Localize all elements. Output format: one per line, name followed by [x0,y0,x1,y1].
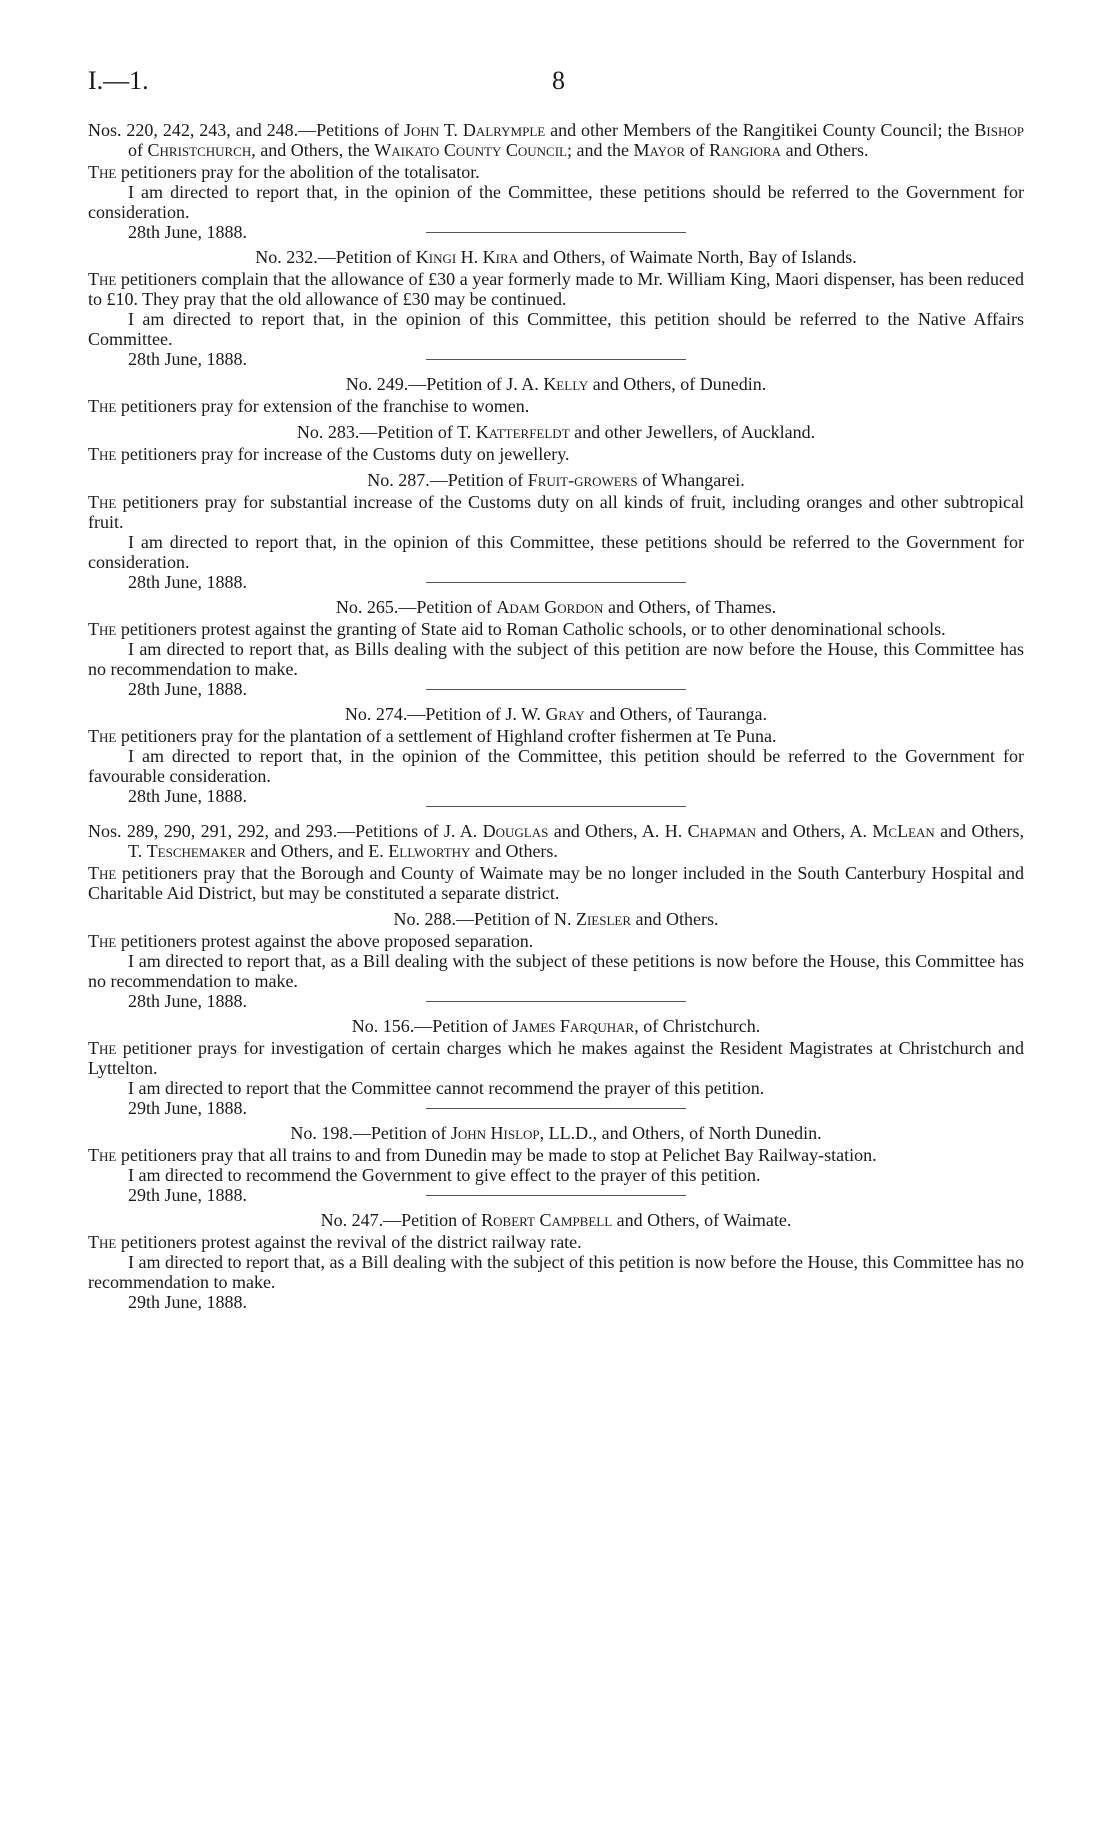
report-date: 29th June, 1888. [128,1098,247,1118]
petition-heading: No. 198.—Petition of John Hislop, LL.D., and Others, of North Dunedin. [290,1123,822,1143]
petition-prayer: The petitioners pray for extension of the franchise to women. [88,396,530,416]
committee-report: I am directed to report that, in the opinion of the Committee, these petitions should be referred to the Government for consideration. [88,182,1024,222]
section-divider [426,582,686,583]
petition-heading: No. 265.—Petition of Adam Gordon and Others, of Thames. [335,597,777,617]
petition-prayer: The petitioner prays for investigation of certain charges which he makes against the Resident Magistrates at Christchurch and Lyttelton. [88,1038,1024,1078]
petition-prayer: The petitioners protest against the above proposed separation. [88,931,534,951]
document-reference: I.—1. [88,66,149,95]
petition-prayer: The petitioners protest against the revival of the district railway rate. [88,1232,582,1252]
petition-heading: Nos. 289, 290, 291, 292, and 293.—Petitions of J. A. Douglas and Others, A. H. Chapman and Others, A. McLean and Others, T. Teschemaker and Others, and E. Ellworthy and Others. [88,821,1024,861]
petition-heading: No. 274.—Petition of J. W. Gray and Others, of Tauranga. [344,704,768,724]
report-date: 29th June, 1888. [128,1292,247,1312]
report-date: 28th June, 1888. [128,349,247,369]
committee-report: I am directed to report that, in the opinion of this Committee, these petitions should be referred to the Government for consideration. [88,532,1024,572]
section-divider [426,359,686,360]
petition-block [88,909,1024,1011]
petition-block [88,247,1024,369]
committee-report: I am directed to report that, as Bills dealing with the subject of this petition are now before the House, this Committee has no recommendation to make. [88,639,1024,679]
page-number: 8 [552,66,565,95]
petition-prayer: The petitioners pray for increase of the Customs duty on jewellery. [88,444,570,464]
report-date: 28th June, 1888. [128,222,247,242]
petition-block [88,597,1024,699]
petition-block [88,374,1024,416]
petition-heading: No. 249.—Petition of J. A. Kelly and Others, of Dunedin. [345,374,767,394]
petition-block [88,120,1024,242]
petition-prayer: The petitioners pray for the plantation of a settlement of Highland crofter fishermen at Te Puna. [88,726,777,746]
petition-heading: No. 247.—Petition of Robert Campbell and Others, of Waimate. [320,1210,792,1230]
section-divider [426,806,686,807]
petition-block [88,1210,1024,1312]
committee-report: I am directed to report that the Committee cannot recommend the prayer of this petition. [128,1078,765,1098]
report-date: 28th June, 1888. [128,991,247,1011]
petition-block [88,821,1024,903]
committee-report: I am directed to report that, in the opinion of the Committee, this petition should be referred to the Government for favourable consideration. [88,746,1024,786]
petition-block [88,704,1024,807]
petition-heading: No. 288.—Petition of N. Ziesler and Others. [393,909,719,929]
section-divider [426,1001,686,1002]
petition-prayer: The petitioners pray that the Borough and County of Waimate may be no longer included in the South Canterbury Hospital and Charitable Aid District, but may be constituted a separate district. [88,863,1024,903]
petition-prayer: The petitioners pray that all trains to and from Dunedin may be made to stop at Pelichet Bay Railway-station. [88,1145,877,1165]
petition-prayer: The petitioners complain that the allowance of £30 a year formerly made to Mr. William King, Maori dispenser, has been reduced to £10. They pray that the old allowance of £30 may be continued. [88,269,1024,309]
petition-heading: No. 156.—Petition of James Farquhar, of Christchurch. [351,1016,761,1036]
report-date: 28th June, 1888. [128,679,247,699]
report-date: 28th June, 1888. [128,572,247,592]
section-divider [426,1195,686,1196]
section-divider [426,689,686,690]
petition-block [88,1016,1024,1118]
petition-heading: No. 283.—Petition of T. Katterfeldt and other Jewellers, of Auckland. [296,422,816,442]
petition-heading: Nos. 220, 242, 243, and 248.—Petitions of John T. Dalrymple and other Members of the Rangitikei County Council; the Bishop of Christchurch, and Others, the Waikato County Council; and the Mayor of Rangiora and Others. [88,120,1024,160]
committee-report: I am directed to report that, as a Bill dealing with the subject of this petition is now before the House, this Committee has no recommendation to make. [88,1252,1024,1292]
section-divider [426,1108,686,1109]
report-date: 28th June, 1888. [128,786,247,806]
petition-prayer: The petitioners pray for substantial increase of the Customs duty on all kinds of fruit, including oranges and other subtropical fruit. [88,492,1024,532]
section-divider [426,232,686,233]
report-date: 29th June, 1888. [128,1185,247,1205]
petition-prayer: The petitioners protest against the granting of State aid to Roman Catholic schools, or to other denominational schools. [88,619,946,639]
committee-report: I am directed to report that, in the opinion of this Committee, this petition should be referred to the Native Affairs Committee. [88,309,1024,349]
committee-report: I am directed to report that, as a Bill dealing with the subject of these petitions is now before the House, this Committee has no recommendation to make. [88,951,1024,991]
petition-heading: No. 287.—Petition of Fruit-growers of Whangarei. [367,470,745,490]
petition-block [88,1123,1024,1205]
committee-report: I am directed to recommend the Government to give effect to the prayer of this petition. [128,1165,761,1185]
petition-block [88,422,1024,464]
petitions-body [88,120,1024,1326]
petition-prayer: The petitioners pray for the abolition of the totalisator. [88,162,480,182]
petition-block [88,470,1024,592]
petition-heading: No. 232.—Petition of Kingi H. Kira and Others, of Waimate North, Bay of Islands. [255,247,857,267]
